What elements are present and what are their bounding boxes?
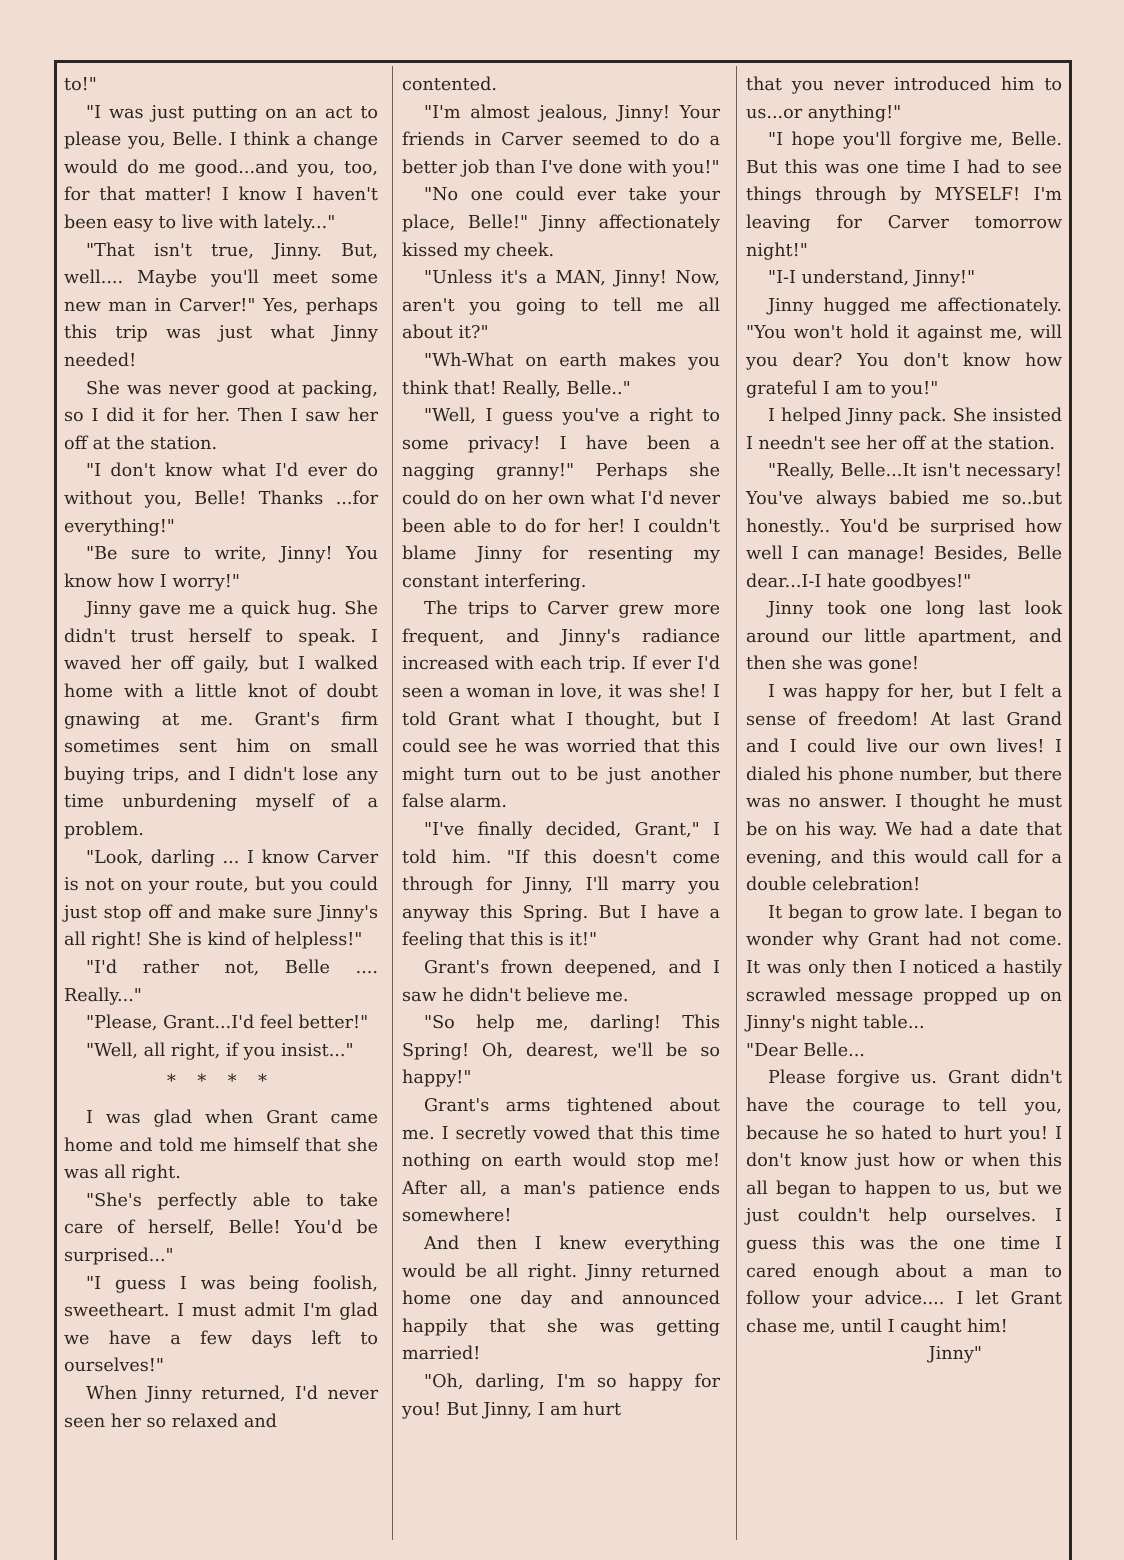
story-paragraph: "I hope you'll forgive me, Belle. But this was one time I had to see things through by MYSELF! I'm leaving for Carver tomorrow night!" <box>746 130 1062 261</box>
story-paragraph: to!" <box>64 75 97 95</box>
story-paragraph: Jinny gave me a quick hug. She didn't trust herself to speak. I waved her off gaily, but I walked home with a little knot of doubt gnawing at me. Grant's firm sometimes sent him on small buying trips, and I didn't lose any time unburdening myself of a problem. <box>64 599 378 841</box>
story-paragraph: "Well, I guess you've a right to some privacy! I have been a nagging granny!" Perhaps she could do on her own what I'd never been able to do for her! I couldn't blame Jinny for resenting my constant interfering. <box>402 406 720 592</box>
story-paragraph: "Wh-What on earth makes you think that! Really, Belle.." <box>402 350 720 399</box>
story-paragraph: I was happy for her, but I felt a sense of freedom! At last Grand and I could live our own lives! I dialed his phone number, but there was no answer. I thought he must be on his way. We had a date that evening, and this would call for a double celebration! <box>746 682 1062 896</box>
story-paragraph: "Please, Grant...I'd feel better!" <box>86 1013 369 1034</box>
story-paragraph: "I was just putting on an act to please you, Belle. I think a change would do me good...and you, too, for that matter! I know I haven't been easy to live with lately..." <box>64 102 378 233</box>
story-column-1 <box>64 72 378 1436</box>
story-paragraph: Please forgive us. Grant didn't have the courage to tell you, because he so hated to hurt you! I don't know just how or when this all began to happen to us, but we just couldn't help ourselves. I guess this was the one time I cared enough about a man to follow your advice.... I let Grant chase me, until I caught him! <box>746 1068 1062 1337</box>
story-paragraph: "I guess I was being foolish, sweetheart. I must admit I'm glad we have a few days left to ourselves!" <box>64 1273 378 1377</box>
story-paragraph: that you never introduced him to us...or anything!" <box>746 75 1062 123</box>
story-paragraph: "Dear Belle... <box>746 1040 865 1061</box>
story-paragraph: I was glad when Grant came home and told me himself that she was all right. <box>64 1107 378 1184</box>
story-paragraph: "I'm almost jealous, Jinny! Your friends in Carver seemed to do a better job than I've done with you!" <box>402 102 720 178</box>
story-paragraph: "Unless it's a MAN, Jinny! Now, aren't you going to tell me all about it?" <box>402 268 720 344</box>
story-paragraph: "I-I understand, Jinny!" <box>768 268 976 289</box>
story-paragraph: "I've finally decided, Grant," I told him. "If this doesn't come through for Jinny, I'll marry you anyway this Spring. But I have a feeling that this is it!" <box>402 820 720 951</box>
signature-line: Jinny" <box>928 1344 982 1365</box>
story-paragraph: It began to grow late. I began to wonder why Grant had not come. It was only then I noticed a hastily scrawled message propped up on Jinny's night table... <box>746 902 1062 1034</box>
story-paragraph: Grant's arms tightened about me. I secretly vowed that this time nothing on earth would stop me! After all, a man's patience ends somewhere! <box>402 1095 720 1227</box>
story-paragraph: "Oh, darling, I'm so happy for you! But Jinny, I am hurt <box>402 1371 720 1420</box>
story-paragraph: "No one could ever take your place, Belle!" Jinny affectionately kissed my cheek. <box>402 185 720 261</box>
story-paragraph: "So help me, darling! This Spring! Oh, dearest, we'll be so happy!" <box>402 1013 720 1089</box>
story-paragraph: Jinny took one long last look around our little apartment, and then she was gone! <box>746 599 1062 675</box>
story-paragraph: Jinny hugged me affectionately. "You won't hold it against me, will you dear? You don't know how grateful I am to you!" <box>746 295 1062 399</box>
story-paragraph: "She's perfectly able to take care of herself, Belle! You'd be surprised..." <box>64 1190 378 1266</box>
story-paragraph: "Look, darling ... I know Carver is not on your route, but you could just stop off and make sure Jinny's all right! She is kind of helpless!" <box>64 847 378 951</box>
column-rule <box>736 66 737 1540</box>
story-paragraph: "Really, Belle...It isn't necessary! You've always babied me so..but honestly.. You'd be surprised how well I can manage! Besides, Belle dear...I-I hate goodbyes!" <box>746 461 1062 592</box>
story-paragraph: "I don't know what I'd ever do without you, Belle! Thanks ...for everything!" <box>64 461 378 537</box>
story-paragraph: contented. <box>402 75 497 95</box>
column-rule <box>392 66 393 1540</box>
story-paragraph: "I'd rather not, Belle .... Really..." <box>64 958 378 1006</box>
story-paragraph: She was never good at packing, so I did it for her. Then I saw her off at the station. <box>64 378 378 454</box>
story-column-2 <box>402 72 720 1424</box>
story-paragraph: I helped Jinny pack. She insisted I needn't see her off at the station. <box>746 406 1062 454</box>
story-paragraph: When Jinny returned, I'd never seen her so relaxed and <box>64 1383 378 1432</box>
story-paragraph: "Be sure to write, Jinny! You know how I worry!" <box>64 544 378 592</box>
story-paragraph: "That isn't true, Jinny. But, well.... Maybe you'll meet some new man in Carver!" Yes, perhaps this trip was just what Jinny needed! <box>64 240 378 371</box>
story-column-3 <box>746 72 1062 1369</box>
story-paragraph: "Well, all right, if you insist..." <box>86 1040 354 1061</box>
section-break: * * * * <box>167 1072 275 1093</box>
story-paragraph: Grant's frown deepened, and I saw he didn't believe me. <box>402 958 720 1006</box>
story-paragraph: And then I knew everything would be all right. Jinny returned home one day and announced happily that she was getting married! <box>402 1233 720 1365</box>
story-paragraph: The trips to Carver grew more frequent, and Jinny's radiance increased with each trip. If ever I'd seen a woman in love, it was she! I told Grant what I thought, but I could see he was worried that this might turn out to be just another false alarm. <box>402 599 720 813</box>
